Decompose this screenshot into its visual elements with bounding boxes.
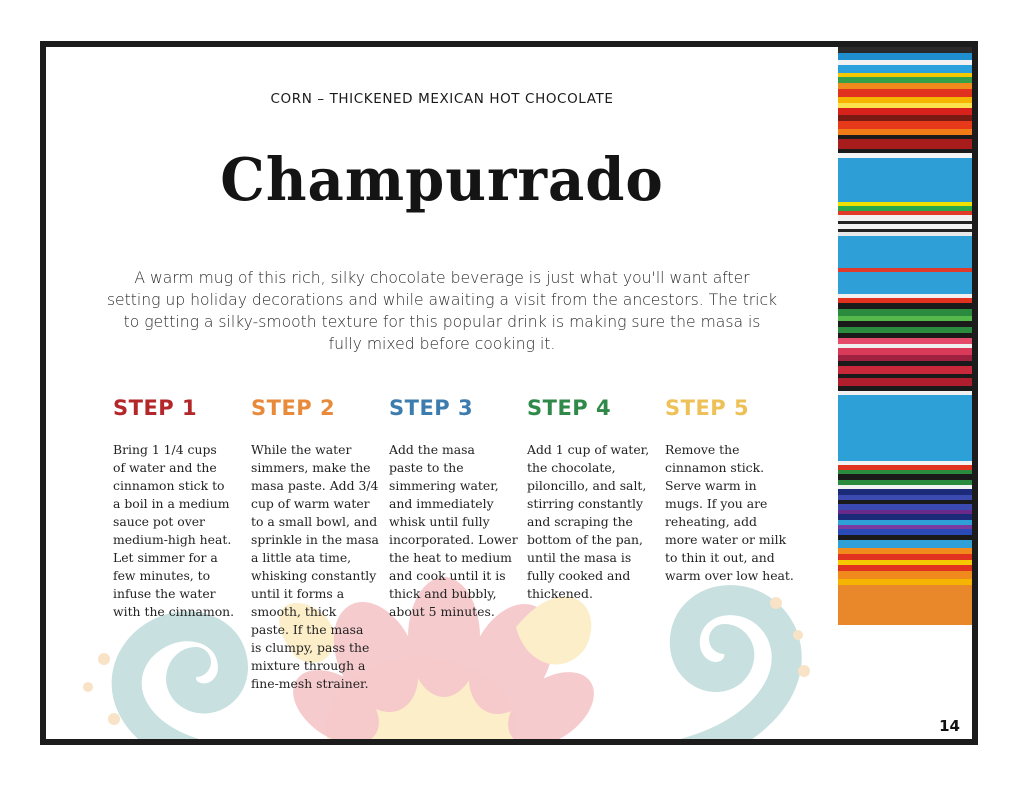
- step-4: [527, 396, 667, 603]
- step-2-text: While the water simmers, make the masa paste. Add 3/4 cup of warm water to a small bowl, and sprinkle in the masa a little ata time, whisking constantly until it forms a smooth, thick paste. If the masa is clumpy, pass the mixture through a fine-mesh strainer.: [251, 442, 379, 691]
- step-2-heading: STEP 2: [251, 396, 336, 420]
- step-4-text: Add 1 cup of water, the chocolate, piloncillo, and salt, stirring constantly and scraping the bottom of the pan, until the masa is fully cooked and thickened.: [527, 442, 650, 601]
- step-5-heading: STEP 5: [665, 396, 750, 420]
- step-1: [113, 396, 253, 621]
- page-content: [46, 47, 838, 739]
- step-3-text: Add the masa paste to the simmering water, and immediately whisk until fully incorporated. Lower the heat to medium and cook until it is thick and bubbly, about 5 minutes.: [389, 442, 518, 619]
- step-2: [251, 396, 391, 693]
- step-5: [665, 396, 805, 585]
- recipe-intro: A warm mug of this rich, silky chocolate beverage is just what you'll want after setting up holiday decorations and while awaiting a visit from the ancestors. The trick to getting a silky-smooth texture for this popular drink is making sure the masa is fully mixed before cooking it.: [106, 269, 778, 353]
- step-3-heading: STEP 3: [389, 396, 474, 420]
- page-number: 14: [939, 717, 960, 735]
- step-4-heading: STEP 4: [527, 396, 612, 420]
- step-1-text: Bring 1 1/4 cups of water and the cinnamon stick to a boil in a medium sauce pot over medium-high heat. Let simmer for a few minutes, to infuse the water with the cinnamon.: [113, 442, 235, 619]
- recipe-title: Champurrado: [220, 145, 664, 215]
- recipe-page: [40, 41, 978, 745]
- step-1-heading: STEP 1: [113, 396, 198, 420]
- recipe-subtitle: CORN – THICKENED MEXICAN HOT CHOCOLATE: [270, 91, 614, 107]
- step-3: [389, 396, 529, 621]
- serape-stripe-border: [838, 47, 972, 739]
- step-5-text: Remove the cinnamon stick. Serve warm in mugs. If you are reheating, add more water or milk to thin it out, and warm over low heat.: [665, 442, 794, 583]
